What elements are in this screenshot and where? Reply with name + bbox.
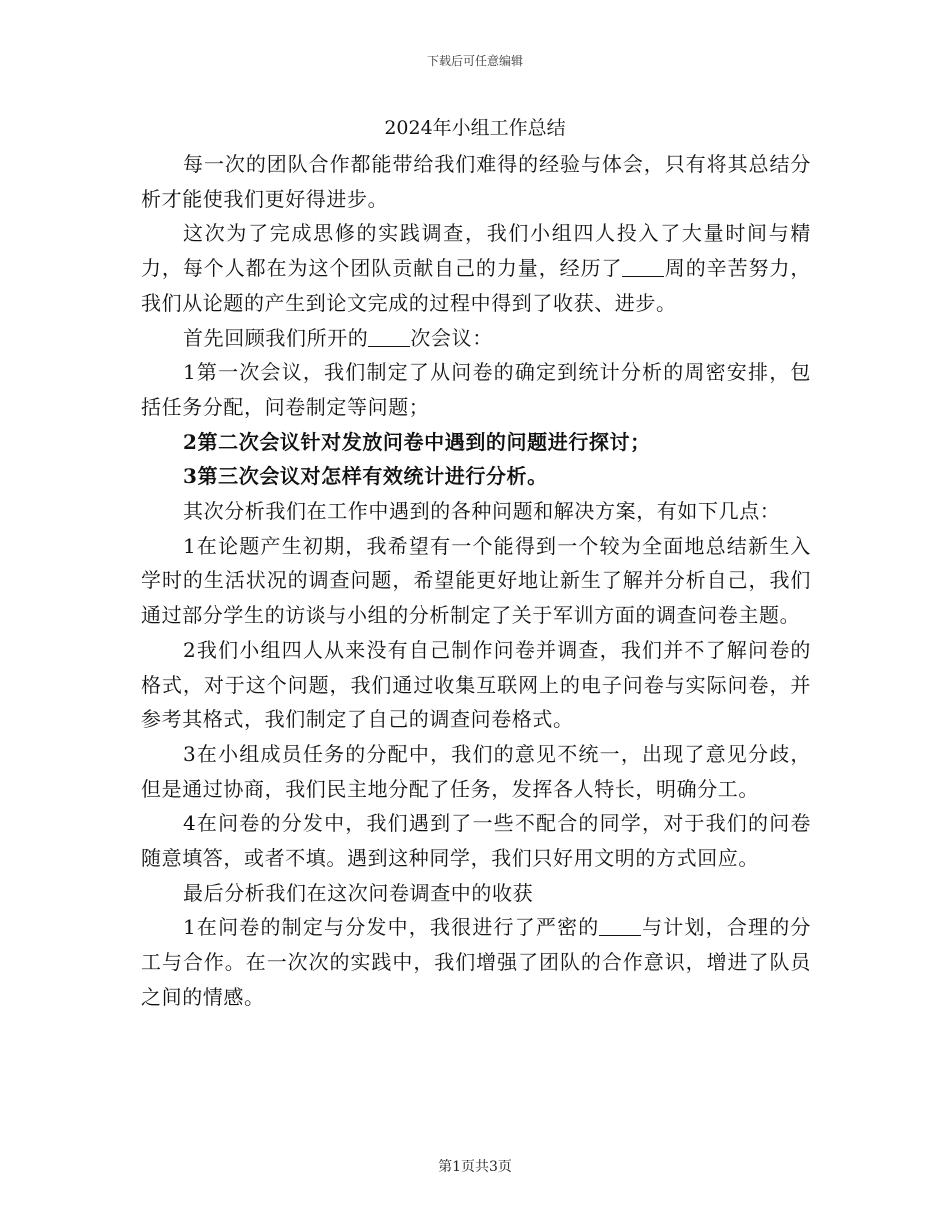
paragraph-gains-intro — [141, 876, 811, 911]
fill-blank — [622, 256, 664, 277]
paragraph-text: 周的辛苦努力，我们从论题的产生到论文完成的过程中得到了收获、进步。 — [141, 256, 811, 315]
header-note: 下载后可任意编辑 — [426, 54, 523, 68]
paragraph-meeting-1 — [141, 355, 811, 424]
paragraph-problems-intro — [141, 494, 811, 529]
paragraph-practice — [141, 216, 811, 320]
paragraph-text: 1在问卷的制定与分发中，我很进行了严密的 — [183, 915, 600, 940]
paragraph-meeting-3 — [141, 459, 811, 494]
paragraph-problem-2 — [141, 633, 811, 737]
paragraph-text: 这次为了完成思修的实践调查，我们小组四人投入了大量时间与精力，每个人都在为这个团队贡献自己的力量，经历了 — [141, 221, 811, 281]
page-number-footer: 第1页共3页 — [438, 1159, 512, 1175]
paragraph-text: 1第一次会议，我们制定了从问卷的确定到统计分析的周密安排，包括任务分配，问卷制定等问题； — [141, 360, 811, 419]
document-body — [141, 147, 811, 1015]
paragraph-problem-1 — [141, 529, 811, 633]
paragraph-text: 其次分析我们在工作中遇到的各种问题和解决方案，有如下几点： — [183, 499, 781, 524]
paragraph-text: 2第二次会议针对发放问卷中遇到的问题进行探讨； — [183, 429, 651, 454]
paragraph-gain-1 — [141, 910, 811, 1014]
paragraph-text: 3第三次会议对怎样有效统计进行分析。 — [183, 464, 548, 489]
paragraph-text: 1在论题产生初期，我希望有一个能得到一个较为全面地总结新生入学时的生活状况的调查问题，希望能更好地让新生了解并分析自己，我们通过部分学生的访谈与小组的分析制定了关于军训方面的调查问卷主题。 — [141, 533, 811, 628]
paragraph-text: 与计划，合理的分工与合作。在一次次的实践中，我们增强了团队的合作意识，增进了队员之间的情感。 — [141, 915, 811, 1009]
paragraph-text: 次会议： — [410, 325, 493, 350]
paragraph-text: 首先回顾我们所开的 — [183, 325, 369, 350]
paragraph-intro — [141, 147, 811, 216]
paragraph-text: 4在问卷的分发中，我们遇到了一些不配合的同学，对于我们的问卷随意填答，或者不填。遇到这种同学，我们只好用文明的方式回应。 — [141, 811, 811, 871]
paragraph-text: 2我们小组四人从来没有自己制作问卷并调查，我们并不了解问卷的格式，对于这个问题，我们通过收集互联网上的电子问卷与实际问卷，并参考其格式，我们制定了自己的调查问卷格式。 — [141, 637, 811, 732]
paragraph-meeting-2 — [141, 425, 811, 460]
fill-blank — [599, 915, 641, 936]
paragraph-text: 每一次的团队合作都能带给我们难得的经验与体会，只有将其总结分析才能使我们更好得进步。 — [141, 152, 811, 211]
document-title: 2024年小组工作总结 — [384, 117, 566, 139]
paragraph-problem-4 — [141, 806, 811, 875]
paragraph-meetings-review — [141, 321, 811, 356]
paragraph-text: 最后分析我们在这次问卷调查中的收获 — [183, 880, 534, 905]
fill-blank — [368, 326, 410, 347]
paragraph-problem-3 — [141, 737, 811, 806]
paragraph-text: 3在小组成员任务的分配中，我们的意见不统一，出现了意见分歧，但是通过协商，我们民主地分配了任务，发挥各人特长，明确分工。 — [141, 741, 811, 801]
